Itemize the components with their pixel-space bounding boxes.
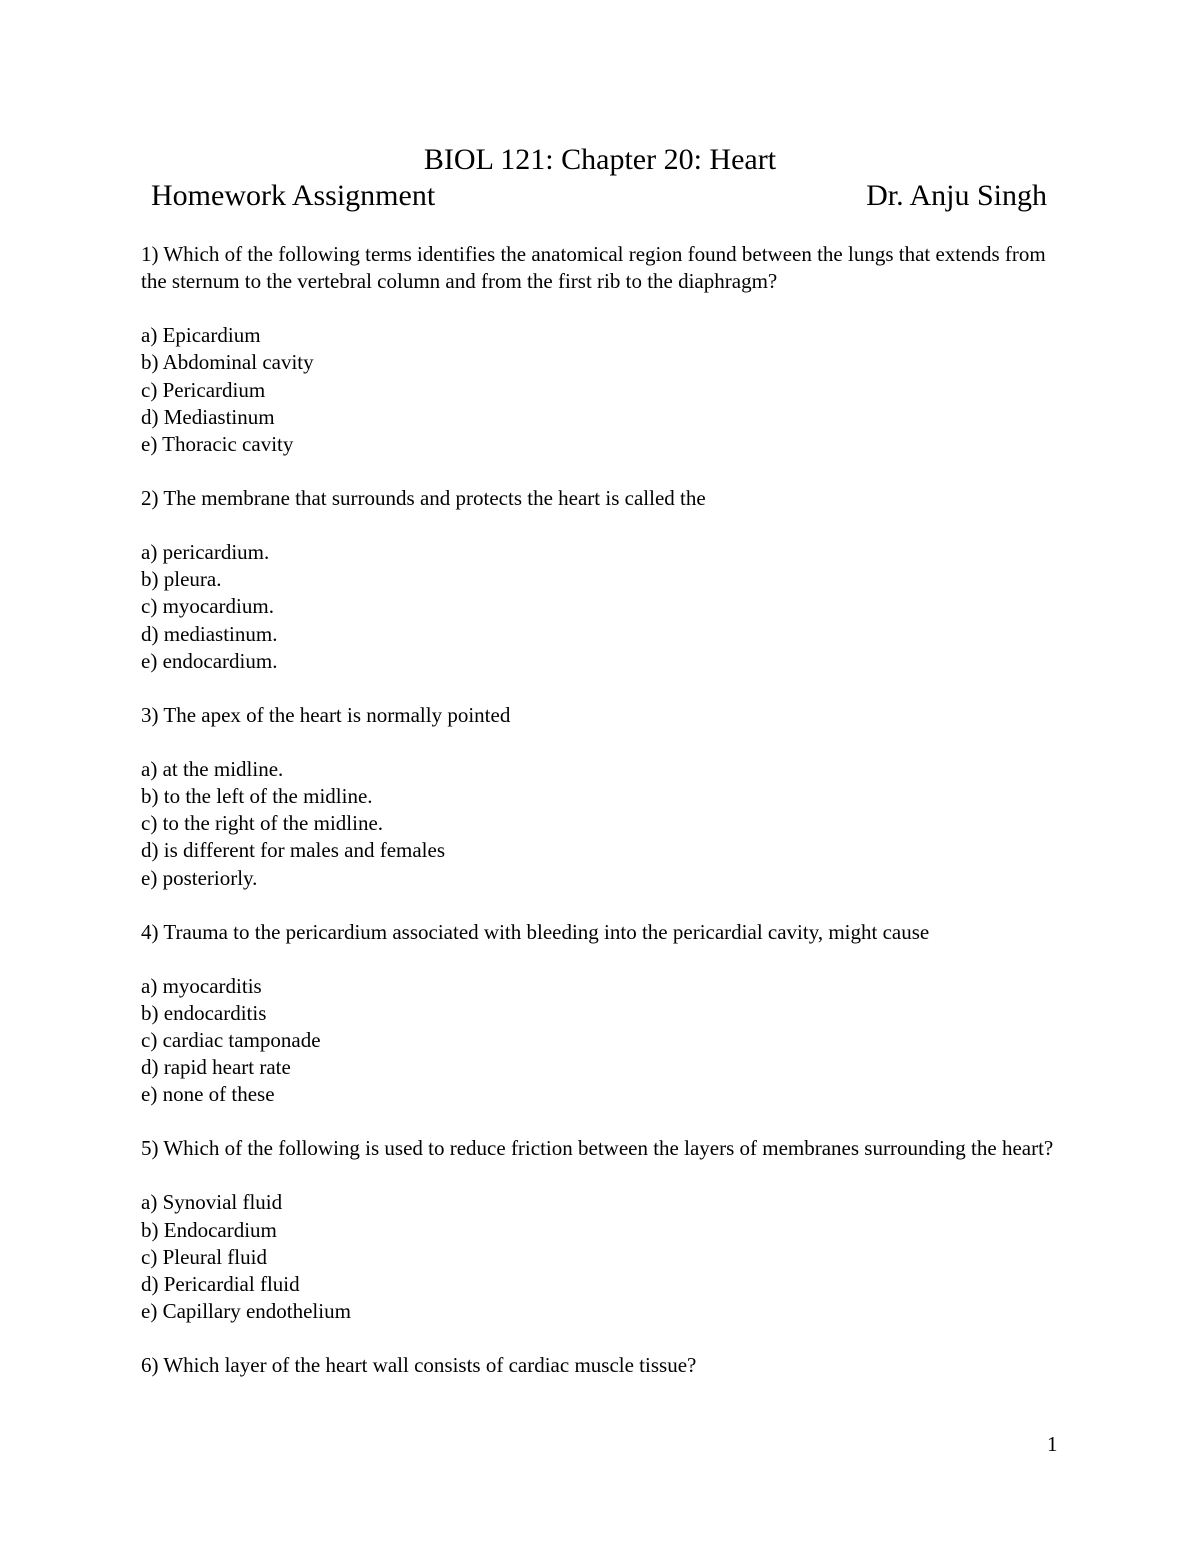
question-4-text: 4) Trauma to the pericardium associated with bleeding into the pericardial cavity, might cause xyxy=(141,919,930,944)
page-number: 1 xyxy=(1047,1432,1058,1456)
question-1-option-b: b) Abdominal cavity xyxy=(141,350,314,375)
question-3-options xyxy=(141,756,1071,892)
question-3-option-c: c) to the right of the midline. xyxy=(141,811,384,836)
question-4-option-a: a) myocarditis xyxy=(141,973,262,998)
question-5-text: 5) Which of the following is used to reduce friction between the layers of membranes surrounding the heart? xyxy=(141,1136,1054,1161)
question-2-option-d: d) mediastinum. xyxy=(141,621,278,646)
question-1-option-e: e) Thoracic cavity xyxy=(141,432,294,457)
question-3-option-b: b) to the left of the midline. xyxy=(141,784,373,809)
assignment-label: Homework Assignment xyxy=(151,179,436,212)
question-5-option-a: a) Synovial fluid xyxy=(141,1190,283,1215)
instructor-name: Dr. Anju Singh xyxy=(866,179,1047,212)
question-4-option-b: b) endocarditis xyxy=(141,1000,267,1025)
question-1-option-d: d) Mediastinum xyxy=(141,404,275,429)
question-2-text: 2) The membrane that surrounds and protects the heart is called the xyxy=(141,486,706,511)
question-5-option-c: c) Pleural fluid xyxy=(141,1244,267,1269)
question-2-option-e: e) endocardium. xyxy=(141,648,278,673)
question-1-options xyxy=(141,322,1071,458)
question-5-options xyxy=(141,1189,1071,1325)
question-1-option-a: a) Epicardium xyxy=(141,323,261,348)
document-title: BIOL 121: Chapter 20: Heart xyxy=(423,143,777,176)
question-4-options xyxy=(141,973,1071,1109)
question-3-option-a: a) at the midline. xyxy=(141,756,284,781)
question-5-option-e: e) Capillary endothelium xyxy=(141,1299,351,1324)
question-3-option-d: d) is different for males and females xyxy=(141,838,445,863)
question-3-text: 3) The apex of the heart is normally pointed xyxy=(141,702,511,727)
question-4-option-d: d) rapid heart rate xyxy=(141,1055,291,1080)
question-list xyxy=(141,241,1071,1406)
question-2-option-c: c) myocardium. xyxy=(141,594,274,619)
question-2-option-a: a) pericardium. xyxy=(141,540,270,565)
question-5-option-b: b) Endocardium xyxy=(141,1217,277,1242)
question-4-option-e: e) none of these xyxy=(141,1082,275,1107)
question-1-option-c: c) Pericardium xyxy=(141,377,266,402)
question-2-options xyxy=(141,539,1071,675)
question-2-option-b: b) pleura. xyxy=(141,567,222,592)
question-3-option-e: e) posteriorly. xyxy=(141,865,258,890)
question-4-option-c: c) cardiac tamponade xyxy=(141,1028,321,1053)
question-5-option-d: d) Pericardial fluid xyxy=(141,1272,300,1297)
question-1-text: 1) Which of the following terms identifies the anatomical region found between the lungs that extends from the sternum to the vertebral column and from the first rib to the diaphragm? xyxy=(141,242,1046,294)
question-6-text: 6) Which layer of the heart wall consists of cardiac muscle tissue? xyxy=(141,1353,697,1378)
